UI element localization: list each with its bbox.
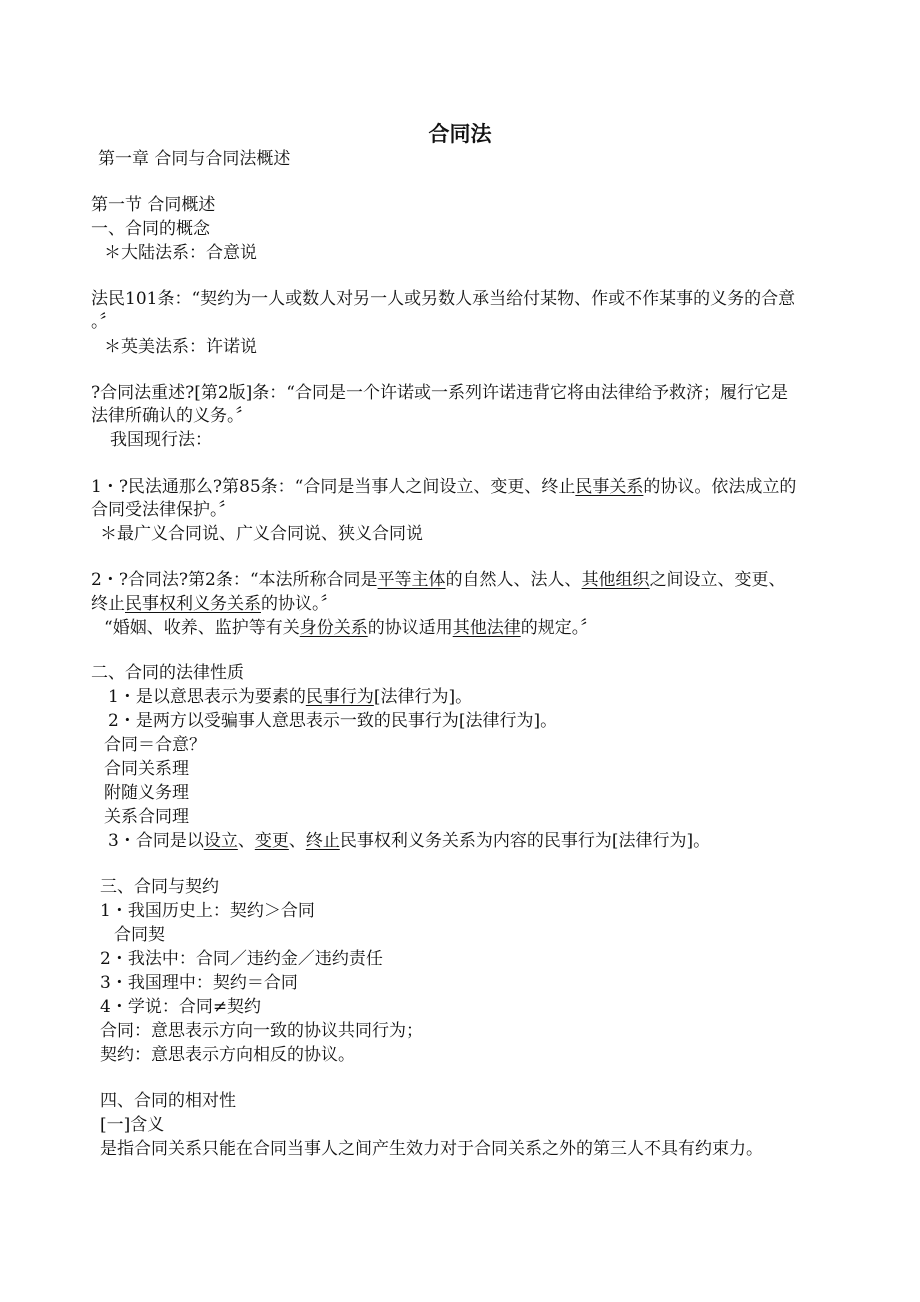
text-run: 3・合同是以 xyxy=(108,831,204,851)
text-run: 的协议适用 xyxy=(367,618,453,638)
underlined-term: 其他组织 xyxy=(581,570,650,590)
document-title: 合同法 xyxy=(428,122,492,146)
contract-law-line-1 xyxy=(91,569,786,591)
relativity-definition: 是指合同关系只能在合同当事人之间产生效力对于合同关系之外的第三人不具有约束力。 xyxy=(100,1139,763,1159)
compare-item-4: 4・学说：合同≠契约 xyxy=(100,997,262,1017)
section-heading: 第一节 合同概述 xyxy=(91,195,216,215)
heading-legal-nature: 二、合同的法律性质 xyxy=(91,663,244,683)
nature-note-4: 关系合同理 xyxy=(104,807,189,827)
nature-note-3: 附随义务理 xyxy=(104,783,189,803)
underlined-term: 民事行为 xyxy=(305,687,374,707)
nature-note-1: 合同＝合意？ xyxy=(104,735,206,755)
restatement-line-1: ?合同法重述?[第2版]条：“合同是一个许诺或一系列许诺违背它将由法律给予救济；履行它是 xyxy=(91,383,788,403)
text-run: 民事权利义务关系为内容的民事行为[法律行为]。 xyxy=(339,831,711,851)
compare-definition-2: 契约：意思表示方向相反的协议。 xyxy=(100,1045,355,1065)
contract-law-line-2 xyxy=(91,593,338,615)
compare-item-3: 3・我国理中：契约＝合同 xyxy=(100,973,298,993)
compare-item-1-note: 合同契 xyxy=(114,925,165,945)
text-run: 、 xyxy=(288,831,306,851)
text-run: [法律行为]。 xyxy=(373,687,473,707)
text-run: 2・?合同法?第2条：“本法所称合同是 xyxy=(91,570,378,590)
general-principles-line-2: 合同受法律保护。〞 xyxy=(91,500,236,520)
general-principles-line-1 xyxy=(91,476,796,498)
underlined-term: 民事关系 xyxy=(575,477,644,497)
text-run: 的协议。依法成立的 xyxy=(643,477,797,497)
underlined-term: 平等主体 xyxy=(377,570,446,590)
text-run: 1・?民法通那么?第85条：“合同是当事人之间设立、变更、终止 xyxy=(91,477,576,497)
heading-concept: 一、合同的概念 xyxy=(91,219,210,239)
nature-note-2: 合同关系理 xyxy=(104,759,189,779)
underlined-term: 设立 xyxy=(203,831,238,851)
broad-definitions-line: ＊最广义合同说、广义合同说、狭义合同说 xyxy=(100,524,423,544)
compare-item-2: 2・我法中：合同／违约金／违约责任 xyxy=(100,949,383,969)
french-code-line-1: 法民101条：“契约为一人或数人对另一人或另数人承当给付某物、作或不作某事的义务的合意 xyxy=(91,289,796,309)
underlined-term: 身份关系 xyxy=(299,618,368,638)
text-run: 之间设立、变更、 xyxy=(649,570,786,590)
text-run: 1・是以意思表示为要素的 xyxy=(108,687,306,707)
civil-law-line: ＊大陆法系：合意说 xyxy=(104,243,257,263)
underlined-term: 民事权利义务关系 xyxy=(125,594,261,614)
compare-definition-1: 合同：意思表示方向一致的协议共同行为； xyxy=(100,1021,423,1041)
heading-relativity: 四、合同的相对性 xyxy=(100,1091,236,1111)
french-code-line-2: 。〞 xyxy=(91,312,117,332)
contract-law-line-3 xyxy=(104,617,597,639)
nature-item-1 xyxy=(108,686,472,708)
text-run: 、 xyxy=(237,831,255,851)
text-run: 的自然人、法人、 xyxy=(445,570,582,590)
text-run: 的协议。〞 xyxy=(261,594,338,614)
text-run: “婚姻、收养、监护等有关 xyxy=(104,618,300,638)
compare-item-1: 1・我国历史上：契约＞合同 xyxy=(100,901,315,921)
nature-item-2: 2・是两方以受骗事人意思表示一致的民事行为[法律行为]。 xyxy=(108,711,558,731)
nature-item-3 xyxy=(108,830,710,852)
chapter-heading: 第一章 合同与合同法概述 xyxy=(98,149,291,169)
restatement-line-2: 法律所确认的义务。〞 xyxy=(91,406,253,426)
common-law-line: ＊英美法系：许诺说 xyxy=(104,337,257,357)
text-run: 的规定。〞 xyxy=(520,618,598,638)
underlined-term: 其他法律 xyxy=(452,618,521,638)
current-law-line: 我国现行法： xyxy=(110,430,212,450)
subheading-meaning: [一]含义 xyxy=(100,1115,165,1135)
heading-contract-vs-agreement: 三、合同与契约 xyxy=(100,877,219,897)
text-run: 终止 xyxy=(91,594,125,614)
underlined-term: 终止 xyxy=(305,831,340,851)
underlined-term: 变更 xyxy=(254,831,289,851)
